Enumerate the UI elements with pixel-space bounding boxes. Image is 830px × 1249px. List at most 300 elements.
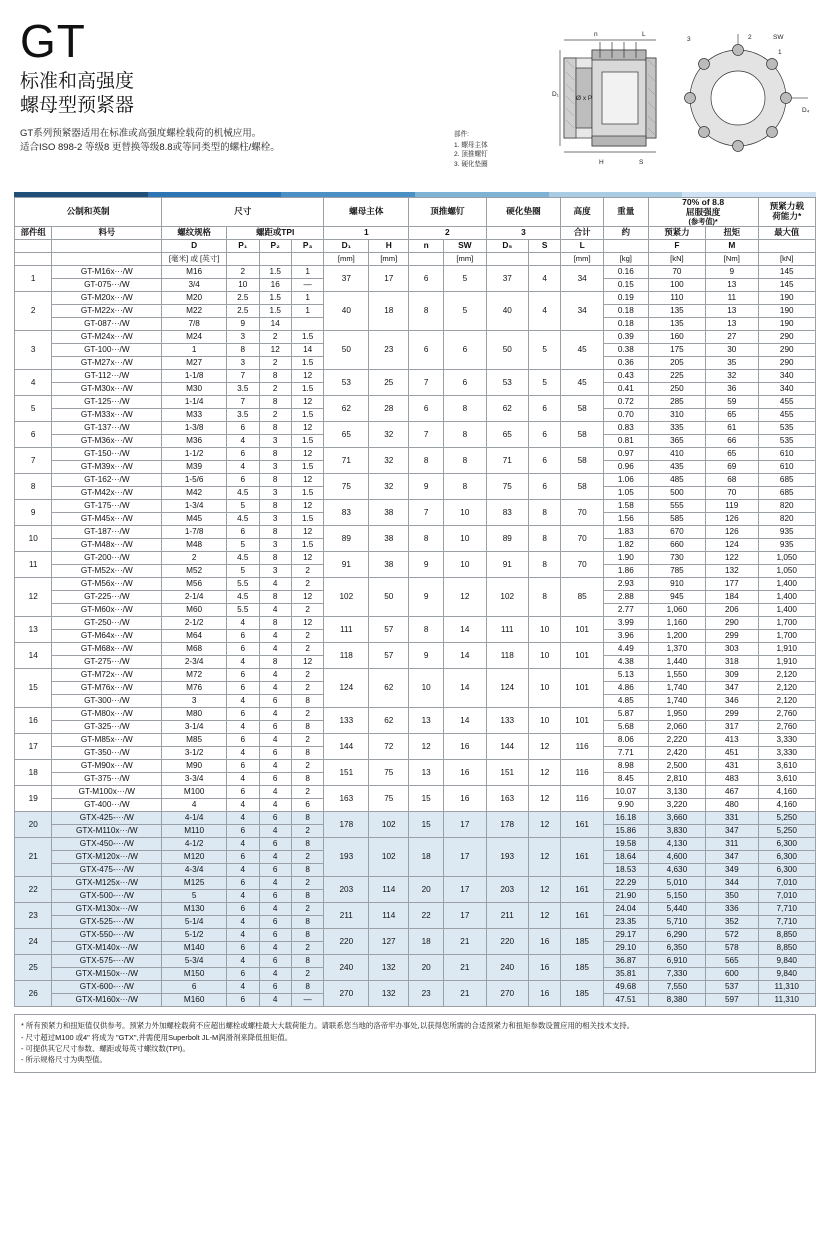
cell-weight: 0.96 [603,461,648,474]
footnote-1: * 所有预紧力和扭矩值仅供参考。预紧力外加螺栓载荷不应超出螺栓或螺柱最大大载荷能力。请联系您当地的洛帝牢办事处,以获得您所需的合适预紧力和扭矩参数设置应用的相关技术支持。 [21,1021,635,1031]
cell-max-capacity: 2,760 [758,721,815,734]
cell-weight: 23.35 [603,916,648,929]
cell-torque: 336 [706,903,758,916]
cell-p2: 6 [259,773,291,786]
cell-l: 70 [561,552,603,578]
cell-p2: 4 [259,682,291,695]
cell-l: 58 [561,474,603,500]
cell-p3: 2 [291,630,323,643]
cell-l: 34 [561,266,603,292]
tensioner-drawing-svg [516,20,816,185]
cell-torque: 346 [706,695,758,708]
cell-preload-force: 4,600 [648,851,705,864]
cell-thread-size: 2-1/4 [162,591,227,604]
cell-preload-force: 485 [648,474,705,487]
cell-p3: 2 [291,942,323,955]
cell-preload-force: 945 [648,591,705,604]
cell-d1: 91 [324,552,369,578]
cell-thread-size: M20 [162,292,227,305]
cell-p3: 12 [291,617,323,630]
cell-p1: 3.5 [227,409,259,422]
cell-torque: 597 [706,994,758,1007]
cell-sw: 21 [444,929,486,955]
cell-thread-size: M22 [162,305,227,318]
cell-p2: 1.5 [259,292,291,305]
cell-max-capacity: 6,300 [758,851,815,864]
cell-weight: 4.38 [603,656,648,669]
cell-p2: 1.5 [259,305,291,318]
cell-h: 38 [369,526,409,552]
cell-p3: 8 [291,955,323,968]
cell-p3: 8 [291,695,323,708]
cell-part-number: GTX-M125x···/W [52,877,162,890]
cell-sw: 8 [444,422,486,448]
cell-p2: 4 [259,630,291,643]
legend-item-3: 3. 硬化垫圈 [454,160,488,168]
cell-part-number: GT-175···/W [52,500,162,513]
cell-p3: 2 [291,825,323,838]
cell-p3: 12 [291,526,323,539]
product-subtitle-1: 标准和高强度 [20,71,135,92]
cell-p1: 2.5 [227,292,259,305]
cell-part-number: GT-M39x···/W [52,461,162,474]
cell-preload-force: 5,440 [648,903,705,916]
cell-l: 45 [561,331,603,370]
cell-thread-size: M45 [162,513,227,526]
cell-d1: 203 [324,877,369,903]
th-unit-F: [kN] [648,253,705,266]
cell-d5: 240 [486,955,528,981]
cell-max-capacity: 290 [758,331,815,344]
cell-thread-size: M33 [162,409,227,422]
cell-part-number: GT-M27x···/W [52,357,162,370]
th-unit-blank-1 [15,253,52,266]
cell-max-capacity: 535 [758,422,815,435]
cell-part-number: GTX-M150x···/W [52,968,162,981]
cell-p2: 4 [259,643,291,656]
cell-h: 38 [369,500,409,526]
cell-s: 6 [528,396,560,422]
th-sym-M: M [706,240,758,253]
cell-n: 6 [409,331,444,370]
cell-torque: 126 [706,513,758,526]
cell-part-number: GT-M20x···/W [52,292,162,305]
cell-max-capacity: 11,310 [758,994,815,1007]
cell-torque: 303 [706,643,758,656]
cell-s: 8 [528,578,560,617]
cell-weight: 9.90 [603,799,648,812]
cell-torque: 317 [706,721,758,734]
cell-s: 8 [528,500,560,526]
th-preload-capacity [758,198,815,227]
cell-p3: 12 [291,500,323,513]
cell-torque: 36 [706,383,758,396]
cell-p1: 6 [227,448,259,461]
cell-p3: 1 [291,292,323,305]
cell-preload-force: 500 [648,487,705,500]
cell-weight: 47.51 [603,994,648,1007]
cell-n: 9 [409,474,444,500]
label-S: S [639,159,644,166]
cell-thread-size: 1-1/8 [162,370,227,383]
cell-thread-size: 3-1/2 [162,747,227,760]
cell-l: 101 [561,643,603,669]
cell-h: 102 [369,838,409,877]
cell-p3: 1.5 [291,487,323,500]
cell-torque: 126 [706,526,758,539]
cell-d1: 111 [324,617,369,643]
cell-n: 9 [409,578,444,617]
footnote-3: - 可提供其它尺寸参数、螺距或每英寸螺纹数(TPI)。 [21,1043,190,1053]
cell-p3: 1 [291,305,323,318]
cell-torque: 132 [706,565,758,578]
cell-p1: 6 [227,877,259,890]
cell-thread-size: M68 [162,643,227,656]
cell-part-group: 25 [15,955,52,981]
th-preload-force: 预紧力 [648,227,705,240]
cell-torque: 66 [706,435,758,448]
cell-weight: 3.96 [603,630,648,643]
cell-part-number: GT-200···/W [52,552,162,565]
cell-p1: 6 [227,968,259,981]
cell-p2: 4 [259,994,291,1007]
cell-s: 10 [528,617,560,643]
footnotes-block [14,1014,816,1073]
cell-d5: 144 [486,734,528,760]
cell-weight: 1.58 [603,500,648,513]
cell-preload-force: 1,200 [648,630,705,643]
th-pitch-tpi: 螺距或TPI [227,227,324,240]
cell-part-number: GT-M56x···/W [52,578,162,591]
table-row [15,760,816,773]
cell-max-capacity: 1,050 [758,565,815,578]
cell-p1: 5 [227,500,259,513]
cell-torque: 13 [706,279,758,292]
th-weight: 重量 [603,198,648,227]
cell-p3: 1.5 [291,357,323,370]
cell-part-number: GTX-525-···/W [52,916,162,929]
cell-preload-force: 7,330 [648,968,705,981]
cell-max-capacity: 1,400 [758,578,815,591]
th-unit-L: [mm] [561,253,603,266]
cell-p3: 2 [291,669,323,682]
cell-p1: 10 [227,279,259,292]
label-3: 3 [687,36,691,43]
cell-n: 20 [409,955,444,981]
cell-preload-force: 3,660 [648,812,705,825]
cell-sw: 17 [444,812,486,838]
cell-l: 161 [561,903,603,929]
cell-part-group: 11 [15,552,52,578]
cell-weight: 0.97 [603,448,648,461]
cell-max-capacity: 7,010 [758,877,815,890]
cell-part-group: 16 [15,708,52,734]
cell-preload-force: 1,440 [648,656,705,669]
cell-max-capacity: 1,400 [758,604,815,617]
cell-thread-size: M42 [162,487,227,500]
cell-torque: 32 [706,370,758,383]
th-hardened-washer: 硬化垫圈 [486,198,561,227]
cell-d1: 37 [324,266,369,292]
cell-p1: 4 [227,695,259,708]
cell-weight: 8.45 [603,773,648,786]
cell-p3: 2 [291,786,323,799]
th-dimensions: 尺寸 [162,198,324,227]
cell-preload-force: 660 [648,539,705,552]
cell-sw: 5 [444,266,486,292]
th-unit-P2 [259,253,291,266]
cell-p3: 1.5 [291,513,323,526]
cell-torque: 578 [706,942,758,955]
cell-sw: 21 [444,981,486,1007]
table-row [15,669,816,682]
cell-part-group: 5 [15,396,52,422]
cell-preload-force: 1,950 [648,708,705,721]
cell-p1: 6 [227,474,259,487]
cell-p1: 4 [227,981,259,994]
th-sym-P2: P₂ [259,240,291,253]
cell-part-number: GTX-550-···/W [52,929,162,942]
cell-p2: 8 [259,526,291,539]
cell-max-capacity: 685 [758,487,815,500]
cell-torque: 65 [706,448,758,461]
cell-s: 12 [528,903,560,929]
cell-torque: 61 [706,422,758,435]
cell-preload-force: 225 [648,370,705,383]
cell-torque: 331 [706,812,758,825]
cell-torque: 13 [706,305,758,318]
cell-part-number: GT-M24x···/W [52,331,162,344]
table-body [15,266,816,1007]
cell-thread-size: M160 [162,994,227,1007]
cell-p1: 9 [227,318,259,331]
cell-s: 8 [528,526,560,552]
cell-l: 161 [561,812,603,838]
cell-preload-force: 585 [648,513,705,526]
cell-weight: 22.29 [603,877,648,890]
cell-l: 116 [561,734,603,760]
cell-d1: 270 [324,981,369,1007]
cell-p2: 2 [259,383,291,396]
cell-n: 18 [409,929,444,955]
cell-d1: 71 [324,448,369,474]
cell-sw: 8 [444,396,486,422]
cell-l: 101 [561,617,603,643]
cell-h: 132 [369,955,409,981]
cell-weight: 0.15 [603,279,648,292]
cell-p1: 4 [227,461,259,474]
cell-p2: 6 [259,929,291,942]
cell-torque: 350 [706,890,758,903]
cell-thread-size: 2-1/2 [162,617,227,630]
table-row [15,500,816,513]
header-row-units [15,253,816,266]
header-row-subgroups [15,227,816,240]
cell-d1: 50 [324,331,369,370]
cell-part-number: GT-375···/W [52,773,162,786]
cell-part-group: 12 [15,578,52,617]
cell-thread-size: M27 [162,357,227,370]
parts-legend [454,130,488,169]
cell-s: 5 [528,370,560,396]
cell-p1: 4 [227,812,259,825]
cell-weight: 1.06 [603,474,648,487]
cell-thread-size: M48 [162,539,227,552]
cell-p1: 7 [227,370,259,383]
cell-p1: 3.5 [227,383,259,396]
cell-p1: 4 [227,929,259,942]
cell-p1: 2.5 [227,305,259,318]
table-row [15,448,816,461]
specification-table [14,197,816,1007]
cell-part-number: GTX-500-···/W [52,890,162,903]
cell-weight: 0.38 [603,344,648,357]
label-L: L [642,31,646,38]
cell-d5: 50 [486,331,528,370]
product-description-2: 适合ISO 898-2 等级8 更替换等级8.8或等同类型的螺柱/螺栓。 [20,141,280,153]
th-blank-3 [603,240,648,253]
cell-preload-force: 6,910 [648,955,705,968]
cell-sw: 10 [444,552,486,578]
cell-max-capacity: 1,700 [758,617,815,630]
table-row [15,396,816,409]
cell-h: 62 [369,708,409,734]
th-preload-line1: 预紧力载 [769,201,804,212]
cell-p3: — [291,279,323,292]
cell-p2: 8 [259,617,291,630]
cell-d5: 193 [486,838,528,877]
table-row [15,877,816,890]
cell-p2: 4 [259,968,291,981]
th-sym-L: L [561,240,603,253]
cell-l: 116 [561,786,603,812]
cell-preload-force: 2,420 [648,747,705,760]
cell-h: 50 [369,578,409,617]
cell-part-number: GT-M80x···/W [52,708,162,721]
cell-max-capacity: 340 [758,370,815,383]
cell-n: 15 [409,812,444,838]
cell-weight: 19.58 [603,838,648,851]
cell-max-capacity: 9,840 [758,968,815,981]
cell-p1: 4.5 [227,591,259,604]
cell-p3: 12 [291,474,323,487]
cell-p3: 8 [291,929,323,942]
cell-max-capacity: 4,160 [758,799,815,812]
cell-thread-size: 3/4 [162,279,227,292]
cell-p1: 6 [227,630,259,643]
cell-part-number: GT-300···/W [52,695,162,708]
cell-part-group: 19 [15,786,52,812]
th-part-number: 料号 [52,227,162,240]
cell-p1: 6 [227,851,259,864]
cell-h: 32 [369,448,409,474]
cell-sw: 17 [444,903,486,929]
cell-torque: 122 [706,552,758,565]
cell-s: 4 [528,292,560,331]
cell-torque: 119 [706,500,758,513]
cell-torque: 347 [706,825,758,838]
cell-part-number: GT-125···/W [52,396,162,409]
table-row [15,643,816,656]
cell-p3: 1.5 [291,331,323,344]
cell-weight: 2.88 [603,591,648,604]
cell-thread-size: M90 [162,760,227,773]
cell-p3: 8 [291,981,323,994]
cell-p1: 6 [227,643,259,656]
cell-part-group: 18 [15,760,52,786]
cell-thread-size: M64 [162,630,227,643]
cell-max-capacity: 1,700 [758,630,815,643]
cell-preload-force: 435 [648,461,705,474]
cell-part-group: 23 [15,903,52,929]
cell-n: 7 [409,422,444,448]
cell-p1: 6 [227,422,259,435]
cell-n: 6 [409,396,444,422]
footnote-4: - 所示规格尺寸为典型值。 [21,1055,107,1065]
cell-part-group: 20 [15,812,52,838]
th-unit-S [528,253,560,266]
cell-torque: 600 [706,968,758,981]
cell-l: 34 [561,292,603,331]
cell-thread-size: 6 [162,981,227,994]
cell-thread-size: 1-7/8 [162,526,227,539]
technical-drawing [516,20,816,190]
cell-part-number: GTX-M160x···/W [52,994,162,1007]
cell-d1: 193 [324,838,369,877]
cell-h: 114 [369,903,409,929]
cell-d5: 270 [486,981,528,1007]
cell-weight: 0.18 [603,318,648,331]
cell-weight: 1.83 [603,526,648,539]
cell-part-number: GT-M60x···/W [52,604,162,617]
cell-max-capacity: 9,840 [758,955,815,968]
th-sym-F: F [648,240,705,253]
cell-weight: 16.18 [603,812,648,825]
cell-h: 18 [369,292,409,331]
cell-p2: 3 [259,461,291,474]
cell-p1: 3 [227,357,259,370]
legend-item-1: 1. 螺母主体 [454,141,488,149]
cell-weight: 49.68 [603,981,648,994]
cell-max-capacity: 3,610 [758,773,815,786]
cell-d1: 163 [324,786,369,812]
cell-preload-force: 2,060 [648,721,705,734]
cell-weight: 0.81 [603,435,648,448]
cell-thread-size: M130 [162,903,227,916]
cell-p2: 16 [259,279,291,292]
cell-n: 18 [409,838,444,877]
label-D1: D₁ [552,91,559,98]
cell-preload-force: 100 [648,279,705,292]
cell-p2: 8 [259,474,291,487]
cell-p3: 2 [291,682,323,695]
cell-thread-size: 1 [162,344,227,357]
cell-max-capacity: 7,710 [758,903,815,916]
cell-part-number: GT-150···/W [52,448,162,461]
cell-p2: 6 [259,981,291,994]
cell-d5: 75 [486,474,528,500]
cell-part-number: GT-350···/W [52,747,162,760]
table-row [15,526,816,539]
cell-p3: 12 [291,396,323,409]
cell-torque: 290 [706,617,758,630]
cell-max-capacity: 535 [758,435,815,448]
cell-sw: 14 [444,669,486,708]
cell-thread-size: 5-1/2 [162,929,227,942]
cell-part-number: GT-M76x···/W [52,682,162,695]
cell-thread-size: M16 [162,266,227,279]
cell-weight: 0.18 [603,305,648,318]
